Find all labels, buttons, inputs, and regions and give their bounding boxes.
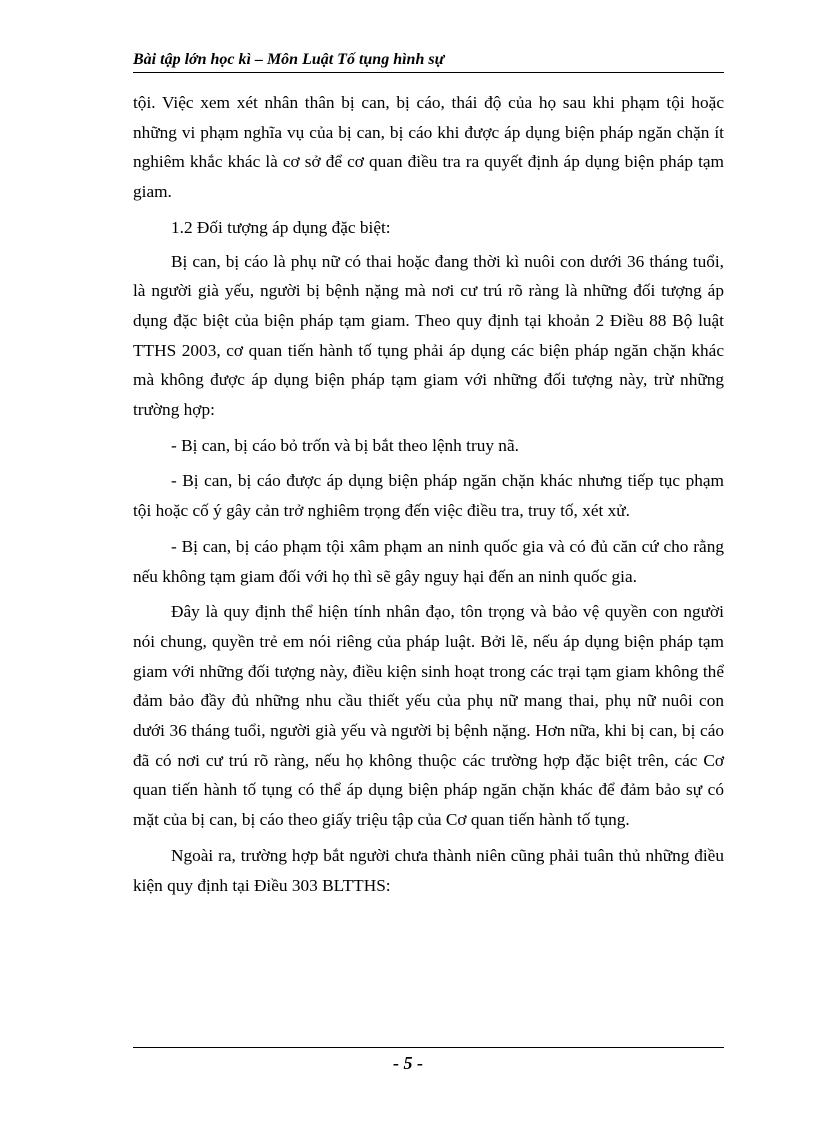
paragraph-humanity: Đây là quy định thể hiện tính nhân đạo, tôn trọng và bảo vệ quyền con người nói chung, quyền trẻ em nói riêng của pháp luật. Bởi lẽ, nếu áp dụng biện pháp tạm giam với những đối tượng này, điều kiện sinh hoạt trong các trại tạm giam không thể đảm bảo đầy đủ những nhu cầu thiết yếu của phụ nữ mang thai, phụ nữ nuôi con dưới 36 tháng tuổi, người già yếu và người bị bệnh nặng. Hơn nữa, khi bị can, bị cáo đã có nơi cư trú rõ ràng, nếu họ không thuộc các trường hợp đặc biệt trên, các Cơ quan tiến hành tố tụng có thể áp dụng biện pháp ngăn chặn khác để đảm bảo sự có mặt của bị can, bị cáo theo giấy triệu tập của Cơ quan tiến hành tố tụng. — [133, 602, 724, 830]
paragraph-special-subjects: Bị can, bị cáo là phụ nữ có thai hoặc đang thời kì nuôi con dưới 36 tháng tuổi, là người già yếu, người bị bệnh nặng mà nơi cư trú rõ ràng là những đối tượng áp dụng đặc biệt của biện pháp tạm giam. Theo quy định tại khoản 2 Điều 88 Bộ luật TTHS 2003, cơ quan tiến hành tố tụng phải áp dụng các biện pháp ngăn chặn khác mà không được áp dụng biện pháp tạm giam với những đối tượng này, trừ những trường hợp: — [133, 251, 724, 420]
section-heading: 1.2 Đối tượng áp dụng đặc biệt: — [171, 217, 391, 237]
header-rule — [133, 72, 724, 73]
footer-rule — [133, 1047, 724, 1048]
paragraph-continuation: tội. Việc xem xét nhân thân bị can, bị cáo, thái độ của họ sau khi phạm tội hoặc những vi phạm nghĩa vụ của bị can, bị cáo khi được áp dụng biện pháp ngăn chặn ít nghiêm khắc khác là cơ sở để cơ quan điều tra ra quyết định áp dụng biện pháp tạm giam. — [133, 93, 724, 202]
page-number: - 5 - — [393, 1053, 423, 1073]
list-item-exception-1: - Bị can, bị cáo bỏ trốn và bị bắt theo lệnh truy nã. — [171, 435, 519, 455]
list-item-exception-3: - Bị can, bị cáo phạm tội xâm phạm an ninh quốc gia và có đủ căn cứ cho rằng nếu không tạm giam đối với họ thì sẽ gây nguy hại đến an ninh quốc gia. — [133, 536, 724, 586]
document-body — [133, 88, 724, 906]
list-item-exception-2: - Bị can, bị cáo được áp dụng biện pháp ngăn chặn khác nhưng tiếp tục phạm tội hoặc cố ý gây cản trở nghiêm trọng đến việc điều tra, truy tố, xét xử. — [133, 471, 724, 521]
paragraph-minors: Ngoài ra, trường hợp bắt người chưa thành niên cũng phải tuân thủ những điều kiện quy định tại Điều 303 BLTTHS: — [133, 845, 724, 895]
running-header-title: Bài tập lớn học kì – Môn Luật Tố tụng hình sự — [133, 51, 445, 68]
